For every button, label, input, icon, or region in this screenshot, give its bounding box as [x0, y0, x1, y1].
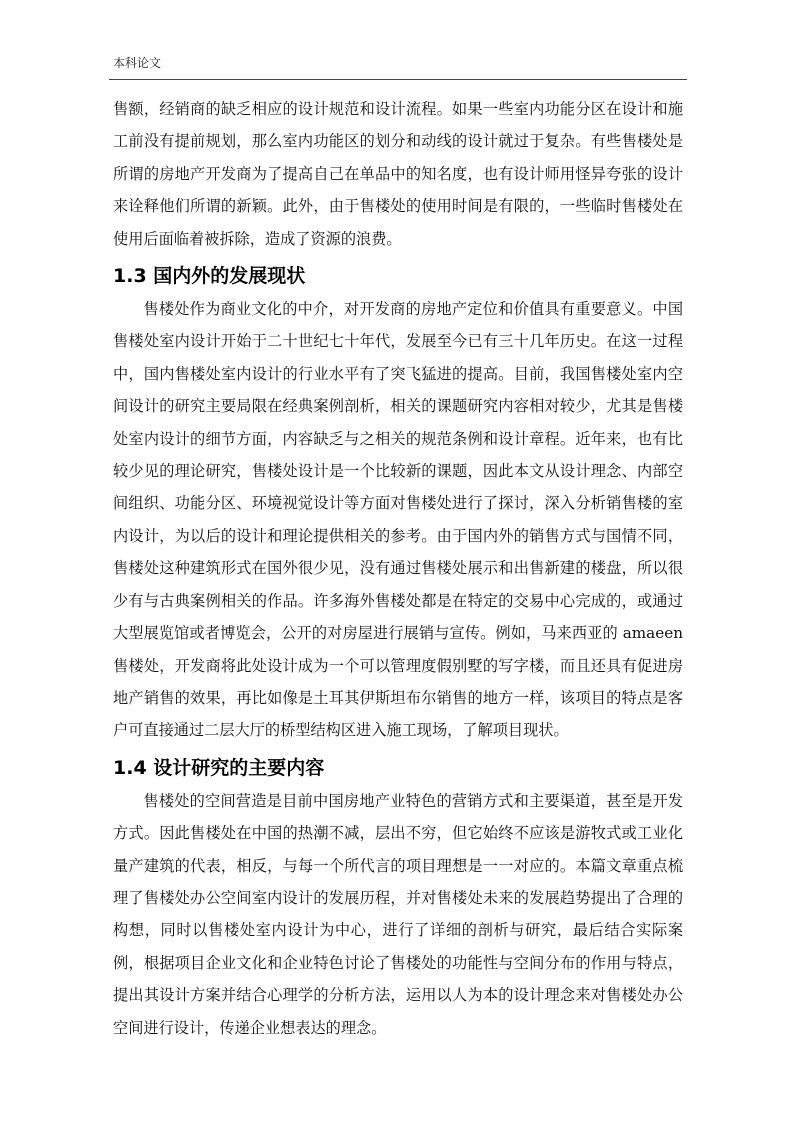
document-body [113, 93, 683, 1044]
section-heading-1-4: 1.4 设计研究的主要内容 [113, 756, 325, 779]
header-divider [109, 79, 687, 80]
paragraph-main-content: 售楼处的空间营造是目前中国房地产业特色的营销方式和主要渠道，甚至是开发方式。因此售楼处在中国的热潮不减，层出不穷，但它始终不应该是游牧式或工业化量产建筑的代表，相反，与每一个所代言的项目理想是一一对应的。本篇文章重点梳理了售楼处办公空间室内设计的发展历程，并对售楼处未来的发展趋势提出了合理的构想，同时以售楼处室内设计为中心，进行了详细的剖析与研究，最后结合实际案例，根据项目企业文化和企业特色讨论了售楼处的功能性与空间分布的作用与特点，提出其设计方案并结合心理学的分析方法，运用以人为本的设计理念来对售楼处办公空间进行设计，传递企业想表达的理念。 [113, 791, 683, 1037]
section-heading-1-3: 1.3 国内外的发展现状 [113, 265, 306, 288]
paragraph-continuation: 售额，经销商的缺乏相应的设计规范和设计流程。如果一些室内功能分区在设计和施工前没有提前规划，那么室内功能区的划分和动线的设计就过于复杂。有些售楼处是所谓的房地产开发商为了提高自己在单品中的知名度，也有设计师用怪异夸张的设计来诠释他们所谓的新颖。此外，由于售楼处的使用时间是有限的，一些临时售楼处在使用后面临着被拆除，造成了资源的浪费。 [113, 100, 683, 248]
paragraph-development-status: 售楼处作为商业文化的中介，对开发商的房地产定位和价值具有重要意义。中国售楼处室内设计开始于二十世纪七十年代，发展至今已有三十几年历史。在这一过程中，国内售楼处室内设计的行业水平有了突飞猛进的提高。目前，我国售楼处室内空间设计的研究主要局限在经典案例剖析，相关的课题研究内容相对较少，尤其是售楼处室内设计的细节方面，内容缺乏与之相关的规范条例和设计章程。近年来，也有比较少见的理论研究，售楼处设计是一个比较新的课题，因此本文从设计理念、内部空间组织、功能分区、环境视觉设计等方面对售楼处进行了探讨，深入分析销售楼的室内设计，为以后的设计和理论提供相关的参考。由于国内外的销售方式与国情不同，售楼处这种建筑形式在国外很少见，没有通过售楼处展示和出售新建的楼盘，所以很少有与古典案例相关的作品。许多海外售楼处都是在特定的交易中心完成的，或通过大型展览馆或者博览会，公开的对房屋进行展销与宣传。例如，马来西亚的 amaeen 售楼处，开发商将此处设计成为一个可以管理度假别墅的写字楼，而且还具有促进房地产销售的效果，再比如像是土耳其伊斯坦布尔销售的地方一样，该项目的特点是客户可直接通过二层大厅的桥型结构区进入施工现场，了解项目现状。 [113, 300, 683, 740]
running-header: 本科论文 [113, 56, 162, 70]
